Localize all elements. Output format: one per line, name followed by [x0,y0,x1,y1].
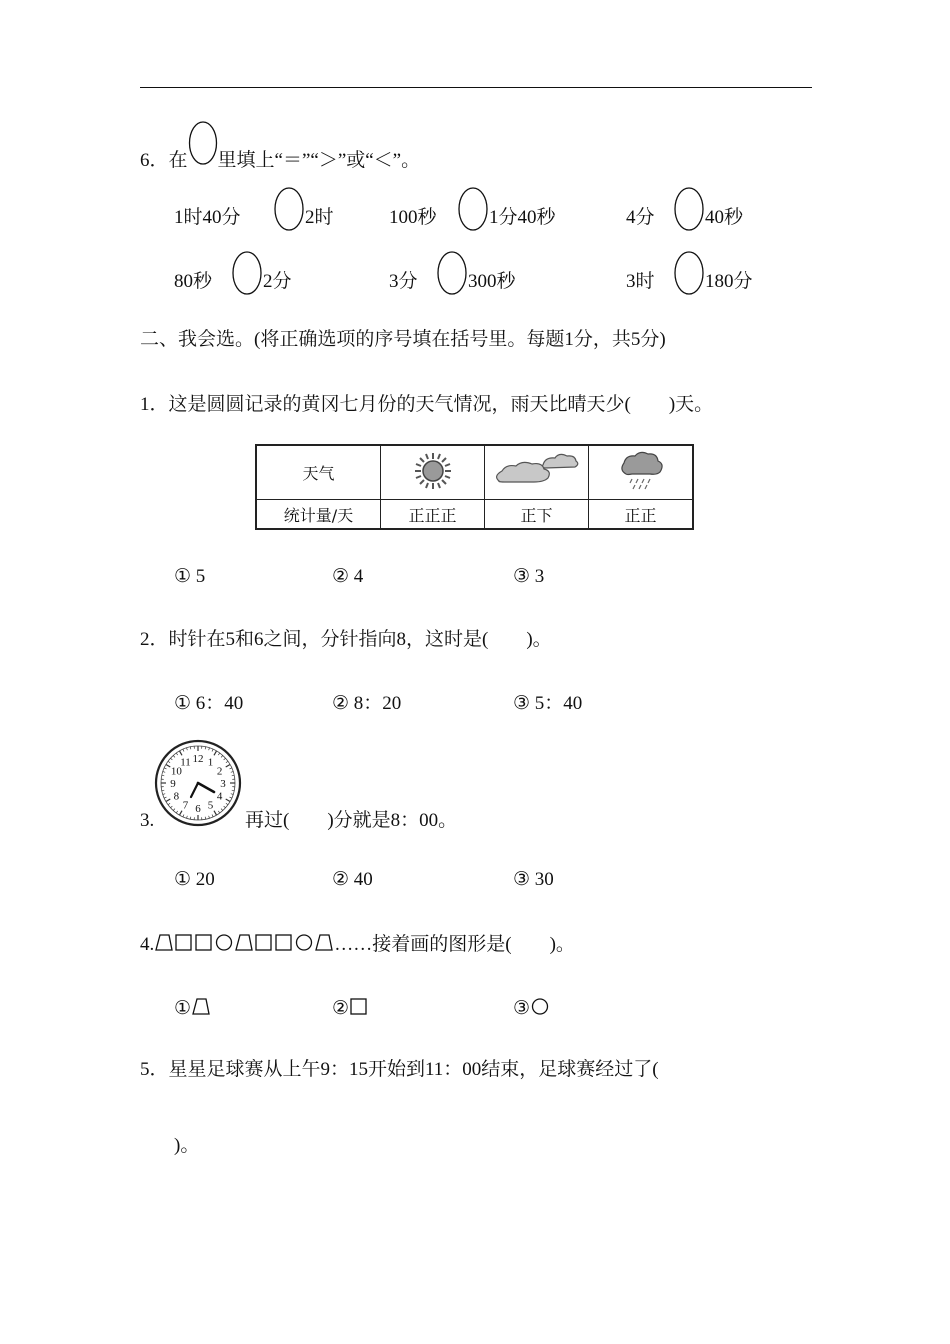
q5-text-end: )。 [174,1135,200,1156]
q6-item-3-left: 4分 [626,207,655,228]
count-label-cell: 统计量/天 [256,500,381,530]
weather-table-count-row [256,500,693,530]
q6-item-4-right: 2分 [263,271,292,292]
shape-sequence [154,934,334,955]
square-icon [174,933,194,951]
q4-option-2-label: ② [332,998,350,1019]
q1-option-2[interactable]: ② 4 [332,566,364,587]
clock-number: 2 [216,765,223,778]
q4-option-1-label: ① [174,998,192,1019]
q6-item-6-blank[interactable] [673,250,705,296]
trapezoid-icon [154,933,174,951]
q6-item-1-right: 2时 [305,207,334,228]
circle-icon [530,997,550,1015]
clock-number: 5 [207,799,214,812]
q4-line [140,933,575,954]
q4-option-3-shape [530,998,550,1019]
trapezoid-icon [234,933,254,951]
cloud-icon [491,451,583,491]
q6-item-4-blank[interactable] [231,250,263,296]
q6-suffix: 里填上“＝”“＞”或“＜”。 [217,150,421,171]
q4-option-3-label: ③ [513,998,531,1019]
q6-item-5-blank[interactable] [436,250,468,296]
weather-tally-table [255,444,694,530]
q5-text: 5．星星足球赛从上午9：15开始到11：00结束，足球赛经过了( [140,1059,659,1080]
q6-item-2-left: 100秒 [389,207,437,228]
q6-item-3-blank[interactable] [673,186,705,232]
circle-icon [214,933,234,951]
square-icon [194,933,214,951]
clock-icon [154,739,242,827]
clock-number: 8 [173,790,180,803]
q6-prefix: 6．在 [140,150,188,171]
cloudy-cell [485,445,589,500]
q6-item-1-blank[interactable] [273,186,305,232]
q3-number: 3. [140,810,155,831]
q4-option-3[interactable] [513,997,550,1018]
q6-item-5-left: 3分 [389,271,418,292]
q6-item-1-left: 1时40分 [174,207,241,228]
q6-item-6-right: 180分 [705,271,753,292]
q1-option-3[interactable]: ③ 3 [513,566,545,587]
q6-item-3-right: 40秒 [705,207,744,228]
q2-option-1[interactable]: ① 6：40 [174,693,244,714]
q2-text: 2．时针在5和6之间，分针指向8，这时是( )。 [140,629,552,650]
trapezoid-icon [191,997,211,1015]
cloudy-tally: 正下 [485,500,589,530]
rain-cloud-icon [618,450,664,492]
section-2-title: 二、我会选。(将正确选项的序号填在括号里。每题1分，共5分) [140,329,666,350]
sunny-tally: 正正正 [381,500,485,530]
q3-option-1[interactable]: ① 20 [174,869,215,890]
q3-option-3[interactable]: ③ 30 [513,869,554,890]
q6-item-4-left: 80秒 [174,271,213,292]
clock-number: 1 [207,756,214,769]
q1-option-1[interactable]: ① 5 [174,566,206,587]
q4-option-2[interactable] [332,997,369,1018]
q2-option-2[interactable]: ② 8：20 [332,693,402,714]
q3-option-2[interactable]: ② 40 [332,869,373,890]
circle-icon [294,933,314,951]
square-icon [254,933,274,951]
q6-instruction [140,146,420,170]
q6-item-6-left: 3时 [626,271,655,292]
q6-item-2-right: 1分40秒 [489,207,556,228]
q6-item-1 [174,208,241,227]
q4-option-2-shape [349,998,369,1019]
q6-item-5-right: 300秒 [468,271,516,292]
square-icon [274,933,294,951]
square-icon [349,997,369,1015]
clock-number: 9 [170,778,176,790]
sunny-cell [381,445,485,500]
header-rule [140,87,812,88]
q2-option-3[interactable]: ③ 5：40 [513,693,583,714]
clock-number: 4 [216,790,223,803]
q4-number: 4. [140,934,155,955]
q4-option-1-shape [191,998,211,1019]
clock-number: 11 [180,756,191,769]
rainy-tally: 正正 [589,500,694,530]
clock-number: 12 [192,753,204,765]
weather-table-header-row [256,445,693,500]
q6-item-2-blank[interactable] [457,186,489,232]
clock-number: 10 [170,765,182,778]
comparison-oval-icon [188,146,218,166]
q4-option-1[interactable] [174,997,211,1018]
q1-text: 1．这是圆圆记录的黄冈七月份的天气情况，雨天比晴天少( )天。 [140,394,714,415]
sun-icon [413,451,453,491]
q3-text: 再过( )分就是8：00。 [245,810,458,831]
clock-number: 7 [182,799,189,812]
rainy-cell [589,445,694,500]
trapezoid-icon [314,933,334,951]
clock-number: 3 [220,778,226,790]
clock-number: 6 [195,803,201,815]
weather-label-cell: 天气 [256,445,381,500]
q4-text: ……接着画的图形是( )。 [334,934,575,955]
